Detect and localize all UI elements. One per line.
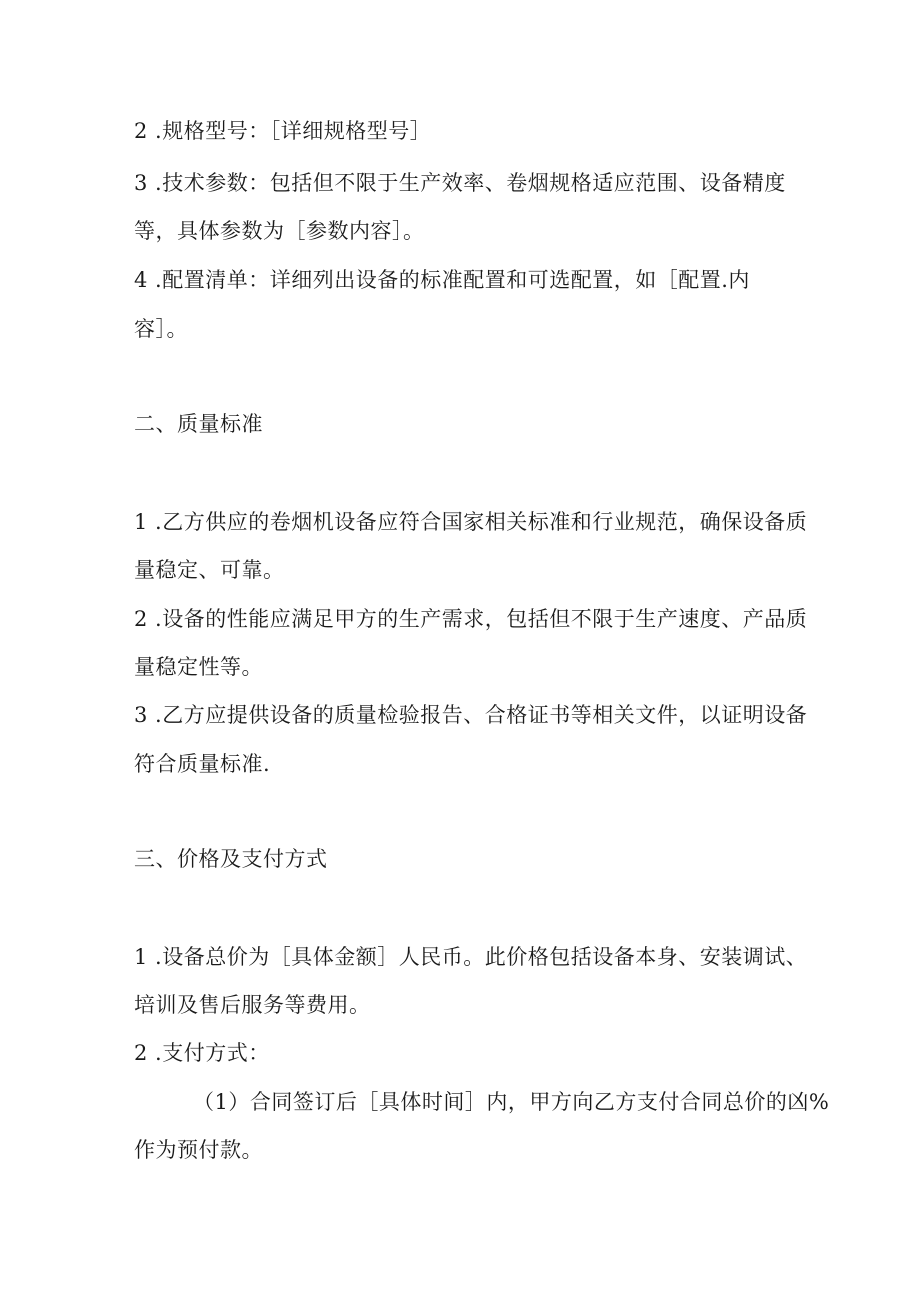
tech-params-line-cont: 等，具体参数为［参数内容］。: [134, 219, 425, 243]
quality-item-1-cont: 量稳定、可靠。: [134, 558, 285, 582]
config-list-line-cont: 容］。: [134, 317, 188, 341]
quality-item-1: 1 .乙方供应的卷烟机设备应符合国家相关标准和行业规范，确保设备质: [134, 510, 808, 534]
spec-model-line: 2 .规格型号：［详细规格型号］: [134, 119, 432, 143]
quality-item-2-cont: 量稳定性等。: [134, 655, 263, 679]
quality-item-3-cont: 符合质量标准.: [134, 752, 271, 776]
quality-item-3: 3 .乙方应提供设备的质量检验报告、合格证书等相关文件，以证明设备: [134, 703, 808, 727]
config-list-line: 4 .配置清单：详细列出设备的标准配置和可选配置，如［配置.内: [134, 268, 750, 292]
section-heading-price: 三、价格及支付方式: [134, 847, 328, 871]
price-item-1: 1 .设备总价为［具体金额］人民币。此价格包括设备本身、安装调试、: [134, 945, 808, 969]
tech-params-line: 3 .技术参数：包括但不限于生产效率、卷烟规格适应范围、设备精度: [134, 171, 786, 195]
price-item-2: 2 .支付方式：: [134, 1041, 270, 1065]
quality-item-2: 2 .设备的性能应满足甲方的生产需求，包括但不限于生产速度、产品质: [134, 607, 808, 631]
price-item-1-cont: 培训及售后服务等费用。: [134, 993, 371, 1017]
section-heading-quality: 二、质量标准: [134, 412, 263, 436]
payment-subitem-1-cont: 作为预付款。: [134, 1138, 263, 1162]
payment-subitem-1: （1）合同签订后［具体时间］内，甲方向乙方支付合同总价的凶%: [193, 1090, 830, 1114]
